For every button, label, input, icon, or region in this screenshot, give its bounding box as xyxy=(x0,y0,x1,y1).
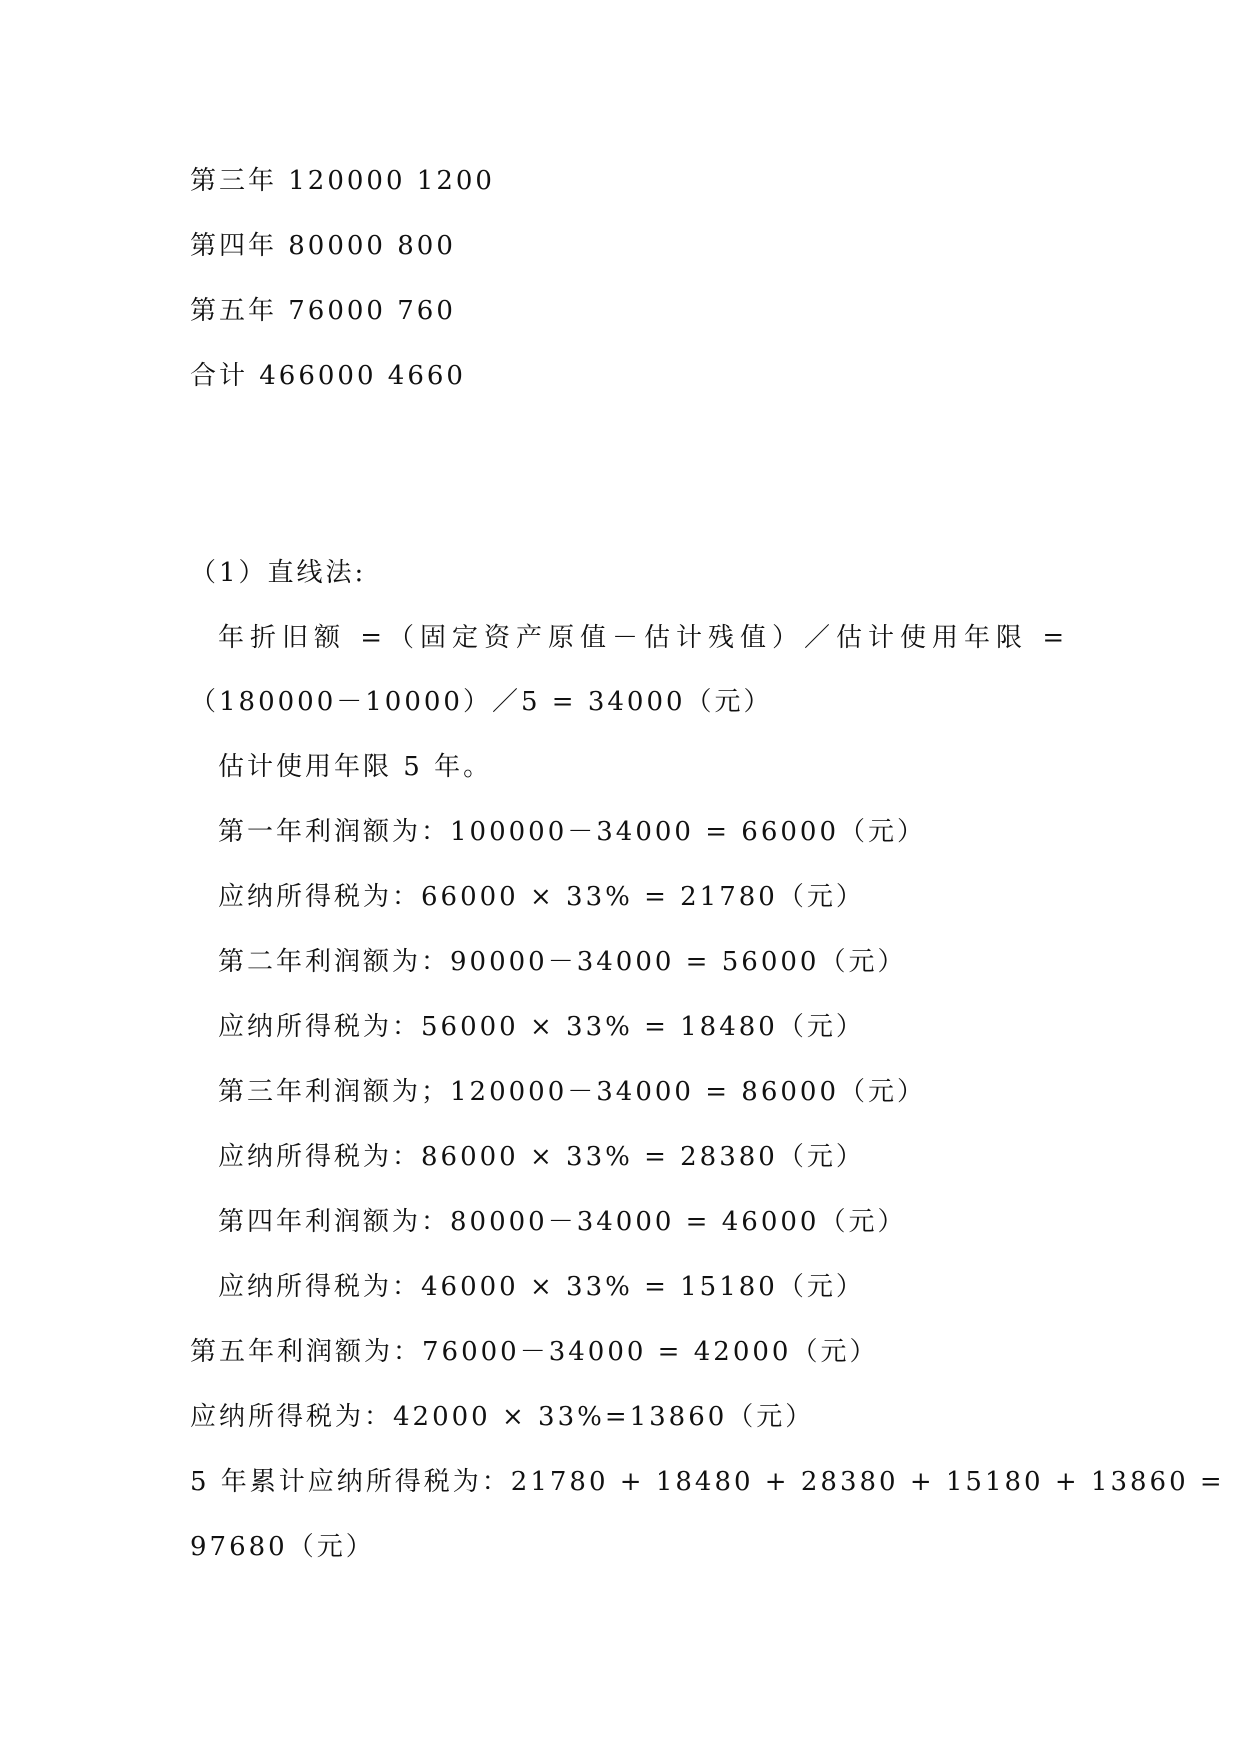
table-row-year3: 第三年 120000 1200 xyxy=(190,166,495,196)
step-year3-tax: 应纳所得税为：86000 × 33% = 28380（元） xyxy=(218,1142,865,1172)
step-year5-profit: 第五年利润额为：76000－34000 = 42000（元） xyxy=(190,1337,879,1367)
total-tax-line-1: 5 年累计应纳所得税为：21780 + 18480 + 28380 + 15180 + 13860 = xyxy=(190,1467,1225,1497)
step-year5-tax: 应纳所得税为：42000 × 33%=13860（元） xyxy=(190,1402,815,1432)
step-year4-profit: 第四年利润额为：80000－34000 = 46000（元） xyxy=(218,1207,907,1237)
table-row-total: 合计 466000 4660 xyxy=(190,361,466,391)
step-year3-profit: 第三年利润额为；120000－34000 = 86000（元） xyxy=(218,1077,926,1107)
life-note: 估计使用年限 5 年。 xyxy=(218,752,493,782)
step-year1-tax: 应纳所得税为：66000 × 33% = 21780（元） xyxy=(218,882,865,912)
formula-line-1: 年折旧额 =（固定资产原值－估计残值）／估计使用年限 = xyxy=(218,623,1071,653)
step-year4-tax: 应纳所得税为：46000 × 33% = 15180（元） xyxy=(218,1272,865,1302)
total-tax-line-2: 97680（元） xyxy=(190,1532,375,1562)
formula-line-2: （180000－10000）／5 = 34000（元） xyxy=(190,687,773,717)
table-row-year5: 第五年 76000 760 xyxy=(190,296,456,326)
section-heading: （1）直线法: xyxy=(190,558,367,588)
step-year2-tax: 应纳所得税为：56000 × 33% = 18480（元） xyxy=(218,1012,865,1042)
table-row-year4: 第四年 80000 800 xyxy=(190,231,456,261)
step-year2-profit: 第二年利润额为：90000－34000 = 56000（元） xyxy=(218,947,907,977)
step-year1-profit: 第一年利润额为：100000－34000 = 66000（元） xyxy=(218,817,926,847)
